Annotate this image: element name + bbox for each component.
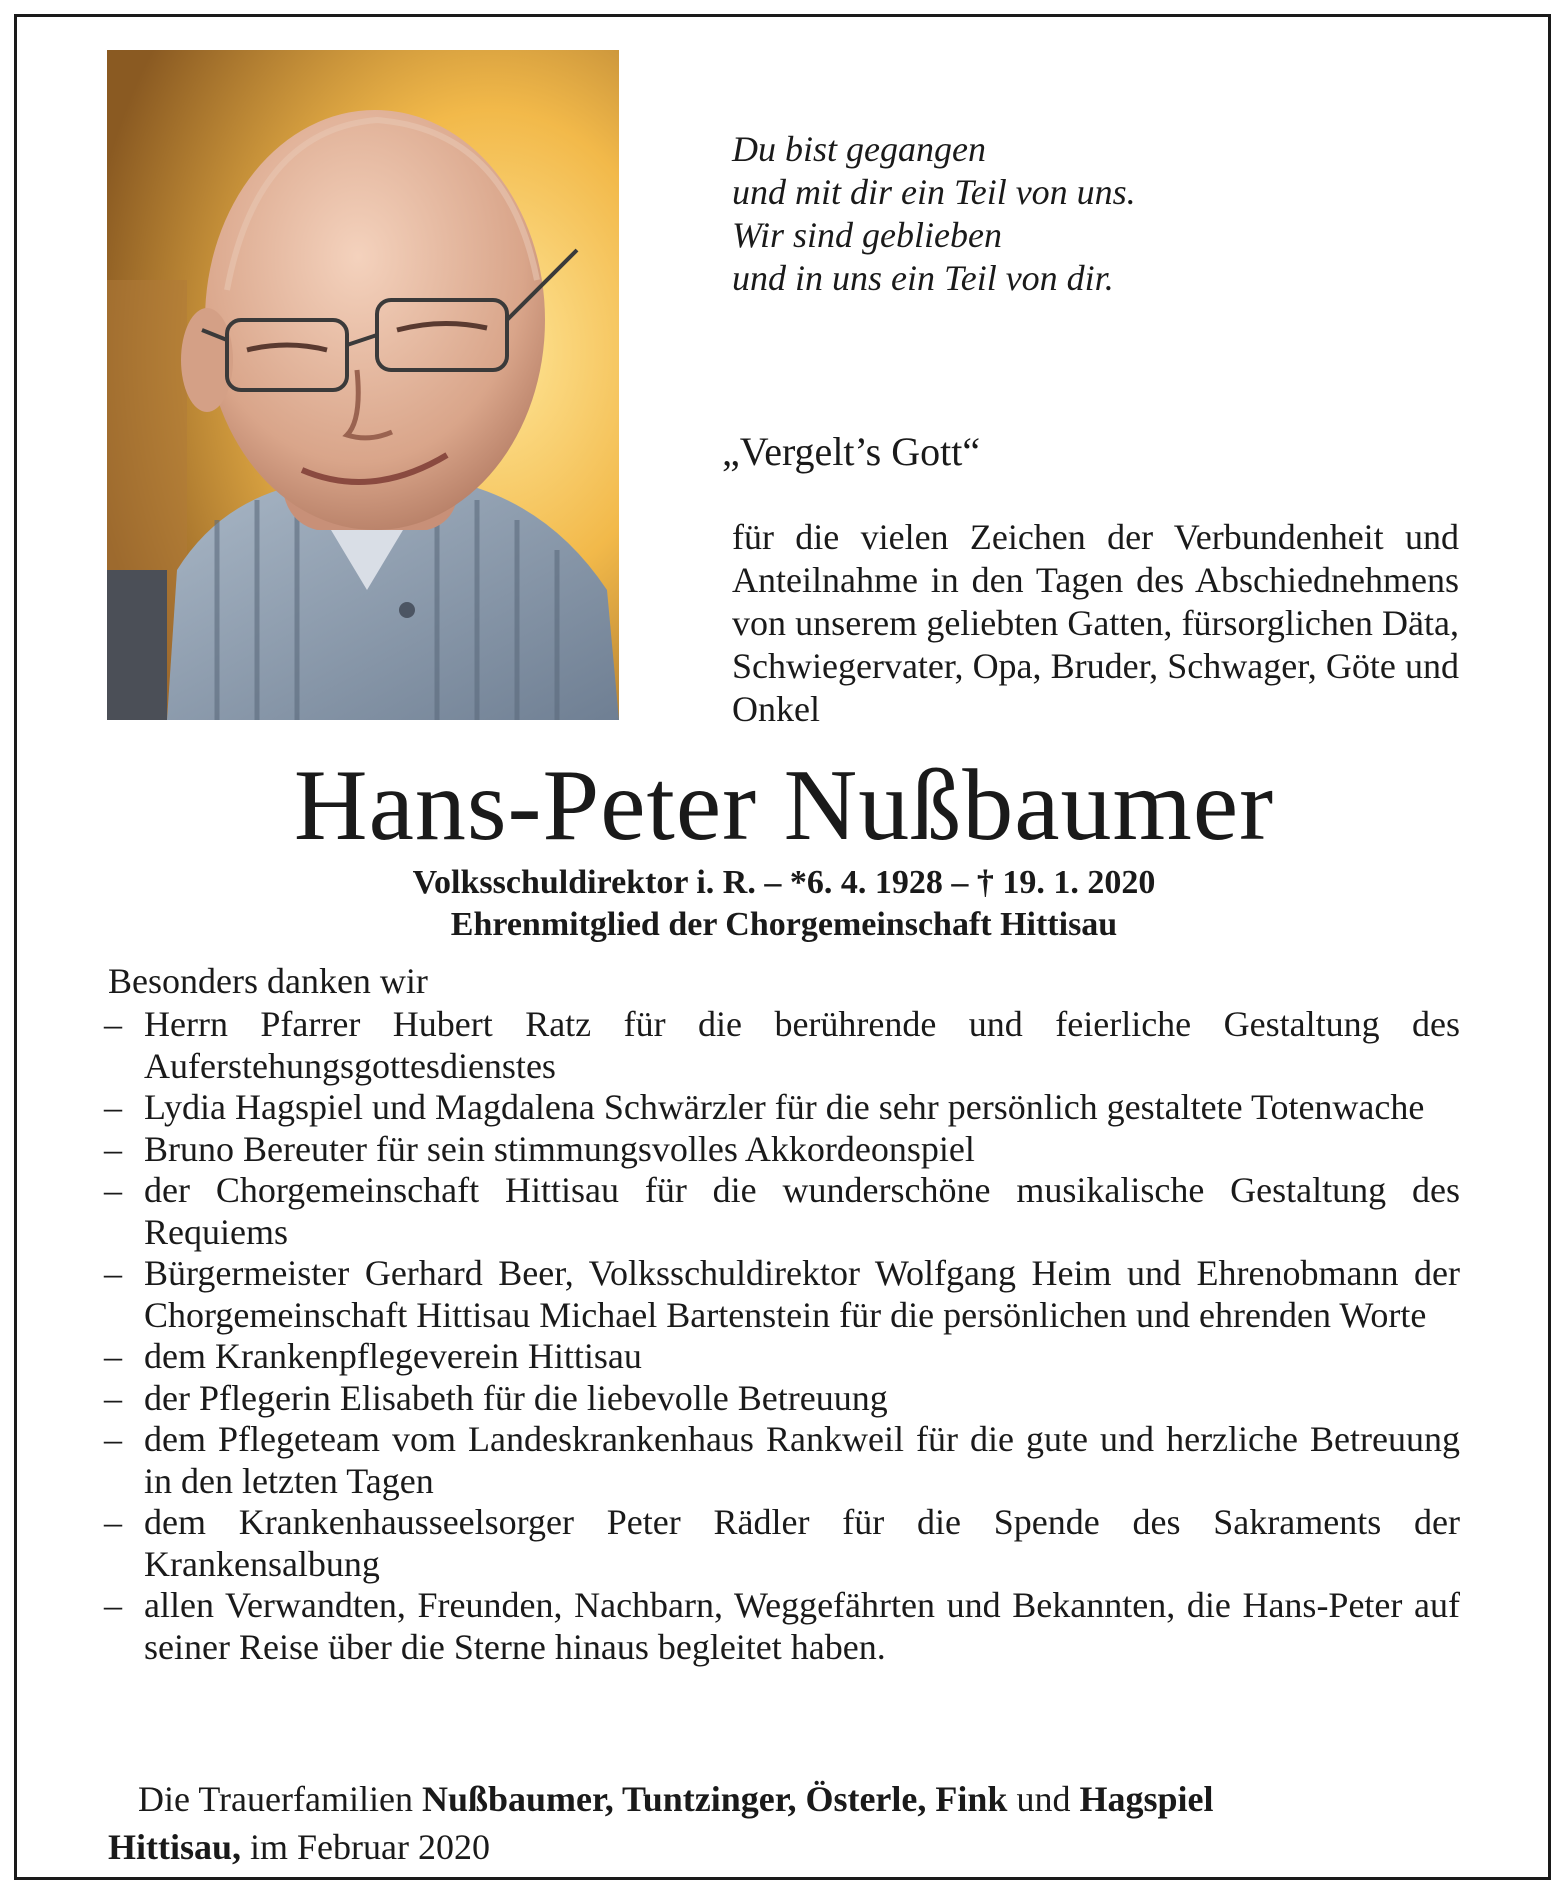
list-dash: – xyxy=(104,1502,122,1542)
list-dash: – xyxy=(104,1585,122,1625)
list-dash: – xyxy=(104,1170,122,1210)
vergelts-gott-heading: „Vergelt’s Gott“ xyxy=(722,429,981,474)
list-item-text: Lydia Hagspiel und Magdalena Schwärzler für die sehr persönlich gestaltete Totenwache xyxy=(144,1087,1425,1127)
list-item-text: Herrn Pfarrer Hubert Ratz für die berührende und feierliche Gestaltung des Auferstehungsgottesdienstes xyxy=(144,1004,1460,1086)
family-name: Nußbaumer xyxy=(421,1779,605,1819)
list-item-text: Bürgermeister Gerhard Beer, Volksschuldirektor Wolfgang Heim und Ehrenobmann der Chorgemeinschaft Hittisau Michael Bartenstein für die persönlichen und ehrenden Worte xyxy=(144,1253,1460,1335)
deceased-details xyxy=(0,862,1568,946)
list-item-text: dem Krankenpflegeverein Hittisau xyxy=(144,1336,642,1376)
list-item xyxy=(104,1004,1460,1087)
family-separator: , xyxy=(917,1779,936,1819)
list-item-text: der Chorgemeinschaft Hittisau für die wunderschöne musikalische Gestaltung des Requiems xyxy=(144,1170,1460,1252)
list-item xyxy=(104,1378,1460,1420)
thanks-list xyxy=(104,1004,1460,1668)
family-separator: , xyxy=(604,1779,623,1819)
place-date xyxy=(108,1826,490,1868)
list-item xyxy=(104,1336,1460,1378)
list-item xyxy=(104,1419,1460,1502)
portrait-photo xyxy=(107,50,619,720)
deceased-honor-line: Ehrenmitglied der Chorgemeinschaft Hittisau xyxy=(450,906,1118,943)
deceased-dates-line: Volksschuldirektor i. R. – *6. 4. 1928 – † 19. 1. 2020 xyxy=(412,864,1156,901)
list-item xyxy=(104,1585,1460,1668)
list-item-text: Bruno Bereuter für sein stimmungsvolles Akkordeonspiel xyxy=(144,1128,975,1169)
list-item xyxy=(104,1502,1460,1585)
list-dash: – xyxy=(104,1087,122,1127)
list-item-text: der Pflegerin Elisabeth für die liebevolle Betreuung xyxy=(144,1377,888,1418)
special-thanks-heading: Besonders danken wir xyxy=(108,961,428,1001)
list-item xyxy=(104,1170,1460,1253)
mourning-families xyxy=(138,1778,1213,1820)
list-item xyxy=(104,1253,1460,1336)
list-dash: – xyxy=(104,1377,122,1418)
family-name: Fink xyxy=(935,1779,1008,1819)
list-dash: – xyxy=(104,1253,122,1293)
list-item-text: dem Krankenhausseelsorger Peter Rädler für die Spende des Sakraments der Krankensalbung xyxy=(144,1502,1460,1584)
place-town: Hittisau, xyxy=(108,1827,242,1867)
list-dash: – xyxy=(104,1419,122,1459)
family-name: Tuntzinger xyxy=(622,1779,788,1819)
list-item-text: allen Verwandten, Freunden, Nachbarn, Weggefährten und Bekannten, die Hans-Peter auf seiner Reise über die Sterne hinaus begleitet haben. xyxy=(144,1585,1460,1667)
list-item-text: dem Pflegeteam vom Landeskrankenhaus Rankweil für die gute und herzliche Betreuung in den letzten Tagen xyxy=(144,1419,1460,1501)
family-name: Hagspiel xyxy=(1079,1779,1214,1819)
list-item xyxy=(104,1087,1460,1129)
list-item xyxy=(104,1129,1460,1171)
list-dash: – xyxy=(104,1336,122,1376)
deceased-name: Hans-Peter Nußbaumer xyxy=(293,749,1275,862)
family-separator: , xyxy=(787,1779,806,1819)
families-prefix: Die Trauerfamilien xyxy=(138,1779,422,1819)
memorial-poem: Du bist gegangen und mit dir ein Teil von uns. Wir sind geblieben und in uns ein Teil von dir. xyxy=(732,129,1136,298)
list-dash: – xyxy=(104,1004,122,1044)
list-dash: – xyxy=(104,1128,122,1169)
thanks-intro-text: für die vielen Zeichen der Verbundenheit und Anteilnahme in den Tagen des Abschiednehmens von unserem geliebten Gatten, fürsorglichen Däta, Schwiegervater, Opa, Bruder, Schwager, Göte und Onkel xyxy=(732,517,1459,729)
place-month: im Februar 2020 xyxy=(241,1827,490,1867)
family-name: Österle xyxy=(805,1779,918,1819)
families-and: und xyxy=(1007,1779,1080,1819)
